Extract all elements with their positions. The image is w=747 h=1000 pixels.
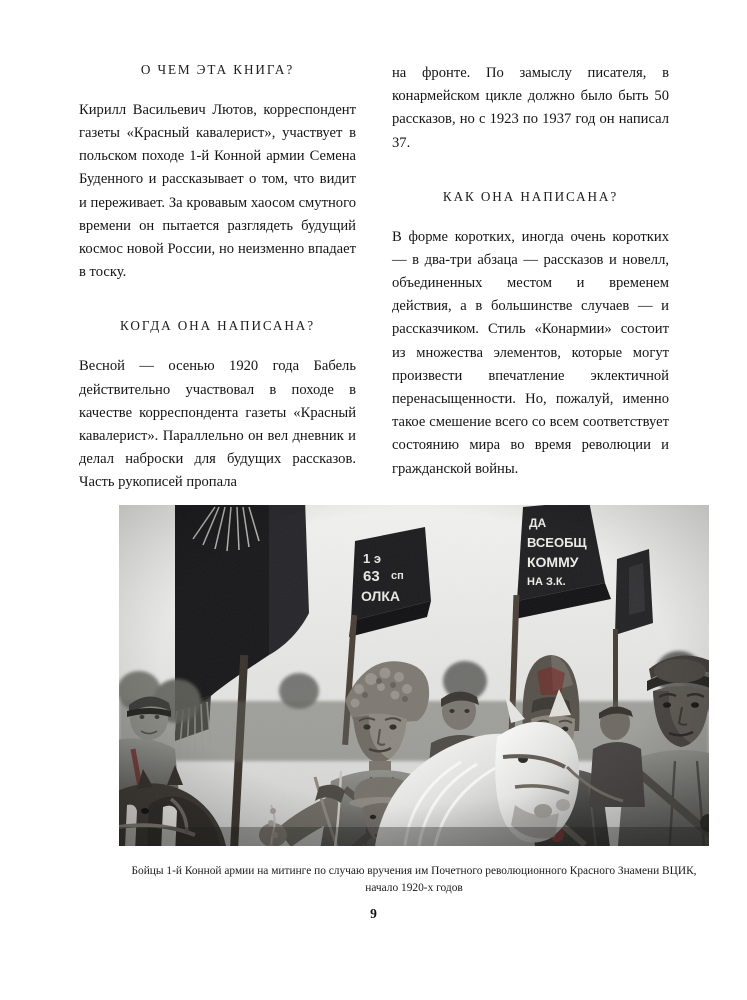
photo-caption: Бойцы 1-й Конной армии на митинге по случаю вручения им Почетного революционного Красного Знамени ВЦИК, начало 1920-х годов [131, 865, 697, 894]
heading-how-written: КАК ОНА НАПИСАНА? [442, 188, 619, 204]
paragraph-when-written: Весной — осенью 1920 года Бабель действительно участвовал в походе в качестве корреспондента газеты «Красный кавалерист». Параллельно он вел дневник и делал наброски для будущих рассказов. Часть рукописей пропала [79, 358, 356, 491]
left-column [79, 62, 356, 495]
heading-about-this-book: О ЧЕМ ЭТА КНИГА? [140, 62, 295, 77]
figure-historical-photo [119, 505, 709, 896]
right-column [392, 62, 669, 481]
page-number: 9 [370, 906, 377, 921]
photograph-illustration [119, 505, 709, 846]
paragraph-how-written: В форме коротких, иногда очень коротких — в два-три абзаца — рассказов и новелл, объединенных местом и временем действия, а в большинстве случаев — и рассказчиком. Стиль «Конармии» состоит из множества элементов, которые могут произвести впечатление эклектичной перенасыщенности. Но, пожалуй, именно такое смешение всего со всем соответствует состоянию мира во время революции и гражданской войны. [392, 228, 669, 477]
heading-when-written: КОГДА ОНА НАПИСАНА? [120, 318, 315, 334]
two-column-text-block [79, 62, 669, 491]
historical-photograph [119, 505, 709, 846]
paragraph-when-written-continued: на фронте. По замыслу писателя, в конармейском цикле должно было быть 50 рассказов, но с 1923 по 1937 год он написал 37. [392, 65, 669, 151]
paragraph-about-this-book: Кирилл Васильевич Лютов, корреспондент газеты «Красный кавалерист», участвует в польском походе 1-й Конной армии Семена Буденного и рассказывает о том, что видит и переживает. За кровавым хаосом смутного времени он пытается разглядеть будущий космос новой России, но неизменно впадает в тоску. [79, 101, 356, 281]
